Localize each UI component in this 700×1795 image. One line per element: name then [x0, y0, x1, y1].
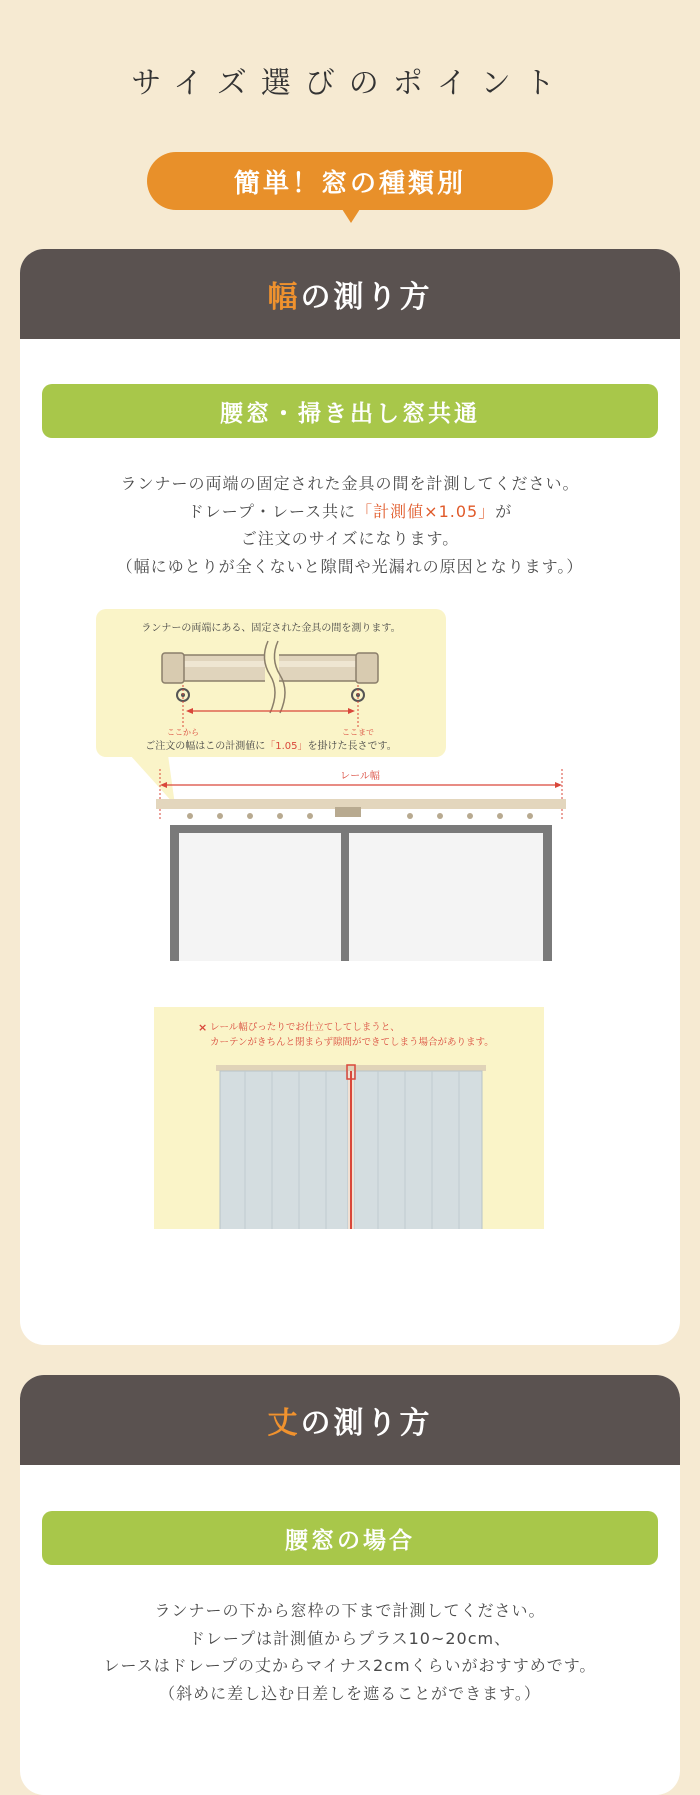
length-section-card	[20, 1375, 680, 1795]
length-section-header	[20, 1375, 680, 1465]
width-description	[20, 470, 680, 580]
width-subheader: 腰窓・掃き出し窓共通	[42, 384, 658, 438]
width-header-accent: 幅	[267, 280, 301, 315]
diagram-label-to: ここまで	[342, 728, 374, 737]
rail-width-label: レール幅	[340, 771, 380, 782]
warning-line1: レール幅ぴったりでお仕立てしてしまうと、	[210, 1022, 400, 1033]
warning-mark: ×	[198, 1021, 208, 1034]
diagram-callout-top: ランナーの両端にある、固定された金具の間を測ります。	[141, 623, 401, 634]
length-header-rest: の測り方	[300, 1406, 433, 1441]
width-section-header	[20, 249, 680, 339]
width-desc-line1: ランナーの両端の固定された金具の間を計測してください。	[120, 474, 580, 493]
length-desc-line2: ドレープは計測値からプラス10~20cm、	[188, 1628, 512, 1648]
length-description	[20, 1597, 680, 1707]
page-title: サイズ選びのポイント	[131, 66, 569, 101]
callout-bottom-post: を掛けた長さです。	[307, 741, 397, 752]
width-desc-line4: （幅にゆとりが全くないと隙間や光漏れの原因となります。）	[116, 556, 584, 576]
length-desc-line3: レースはドレープの丈からマイナス2cmくらいがおすすめです。	[103, 1656, 597, 1675]
length-subheader: 腰窓の場合	[42, 1511, 658, 1565]
width-desc-line2	[20, 498, 680, 526]
width-desc-line2-post: が	[495, 501, 513, 521]
length-desc-line4: （斜めに差し込む日差しを遮ることができます。）	[159, 1683, 541, 1703]
width-desc-line3: ご注文のサイズになります。	[240, 529, 460, 548]
width-section-card	[20, 249, 680, 1345]
width-desc-highlight: 「計測値×1.05」	[356, 501, 496, 521]
diagram-callout-bottom	[145, 739, 396, 752]
width-header-rest: の測り方	[300, 280, 433, 315]
rail-measurement-diagram	[20, 609, 680, 1229]
category-pill: 簡単！窓の種類別	[147, 152, 553, 210]
callout-bottom-highlight: 「1.05」	[265, 741, 308, 752]
length-desc-line1: ランナーの下から窓枠の下まで計測してください。	[154, 1601, 546, 1620]
diagram-label-from: ここから	[167, 728, 199, 737]
length-header-accent: 丈	[267, 1406, 301, 1441]
category-pill-tail	[342, 209, 360, 223]
width-desc-line2-pre: ドレープ・レース共に	[187, 501, 357, 521]
callout-bottom-pre: ご注文の幅はこの計測値に	[145, 741, 266, 752]
warning-line2: カーテンがきちんと閉まらず隙間ができてしまう場合があります。	[210, 1037, 494, 1048]
